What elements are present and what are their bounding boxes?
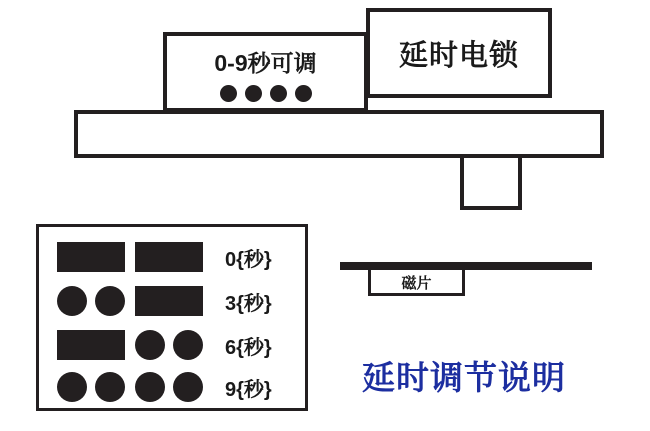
legend-label: 3{秒}	[225, 292, 272, 315]
legend-label: 0{秒}	[225, 248, 272, 271]
switch-group	[57, 372, 203, 402]
magnet-label: 磁片	[401, 274, 432, 292]
switch-dot	[57, 286, 87, 316]
switch-dot	[95, 286, 125, 316]
dip-dot	[220, 85, 237, 102]
switch-dot	[173, 372, 203, 402]
dip-dot	[270, 85, 287, 102]
lock-title-box	[366, 8, 552, 98]
lock-title-text: 延时电锁	[398, 39, 519, 72]
switch-group	[57, 242, 203, 272]
dip-dot	[295, 85, 312, 102]
switch-dots	[135, 372, 203, 402]
switch-dot	[173, 330, 203, 360]
switch-dot	[135, 330, 165, 360]
lock-body	[74, 110, 604, 158]
switch-dots	[57, 286, 125, 316]
switch-bar	[135, 242, 203, 272]
switch-dots	[135, 330, 203, 360]
legend-panel	[36, 224, 308, 411]
switch-group	[57, 330, 203, 360]
adjust-dip-dots	[220, 85, 312, 102]
legend-row	[39, 367, 305, 407]
switch-dot	[57, 372, 87, 402]
caption-text: 延时调节说明	[362, 359, 566, 396]
switch-group	[57, 286, 203, 316]
switch-bar	[135, 286, 203, 316]
legend-row	[39, 281, 305, 321]
switch-bar	[57, 330, 125, 360]
legend-label: 9{秒}	[225, 378, 272, 401]
lock-bolt	[460, 158, 522, 210]
adjust-range-label: 0-9秒可调	[214, 49, 317, 76]
legend-label: 6{秒}	[225, 336, 272, 359]
dip-dot	[245, 85, 262, 102]
adjust-range-box	[163, 32, 368, 112]
switch-dots	[57, 372, 125, 402]
switch-dot	[135, 372, 165, 402]
switch-dot	[95, 372, 125, 402]
legend-row	[39, 325, 305, 365]
legend-row	[39, 237, 305, 277]
switch-bar	[57, 242, 125, 272]
